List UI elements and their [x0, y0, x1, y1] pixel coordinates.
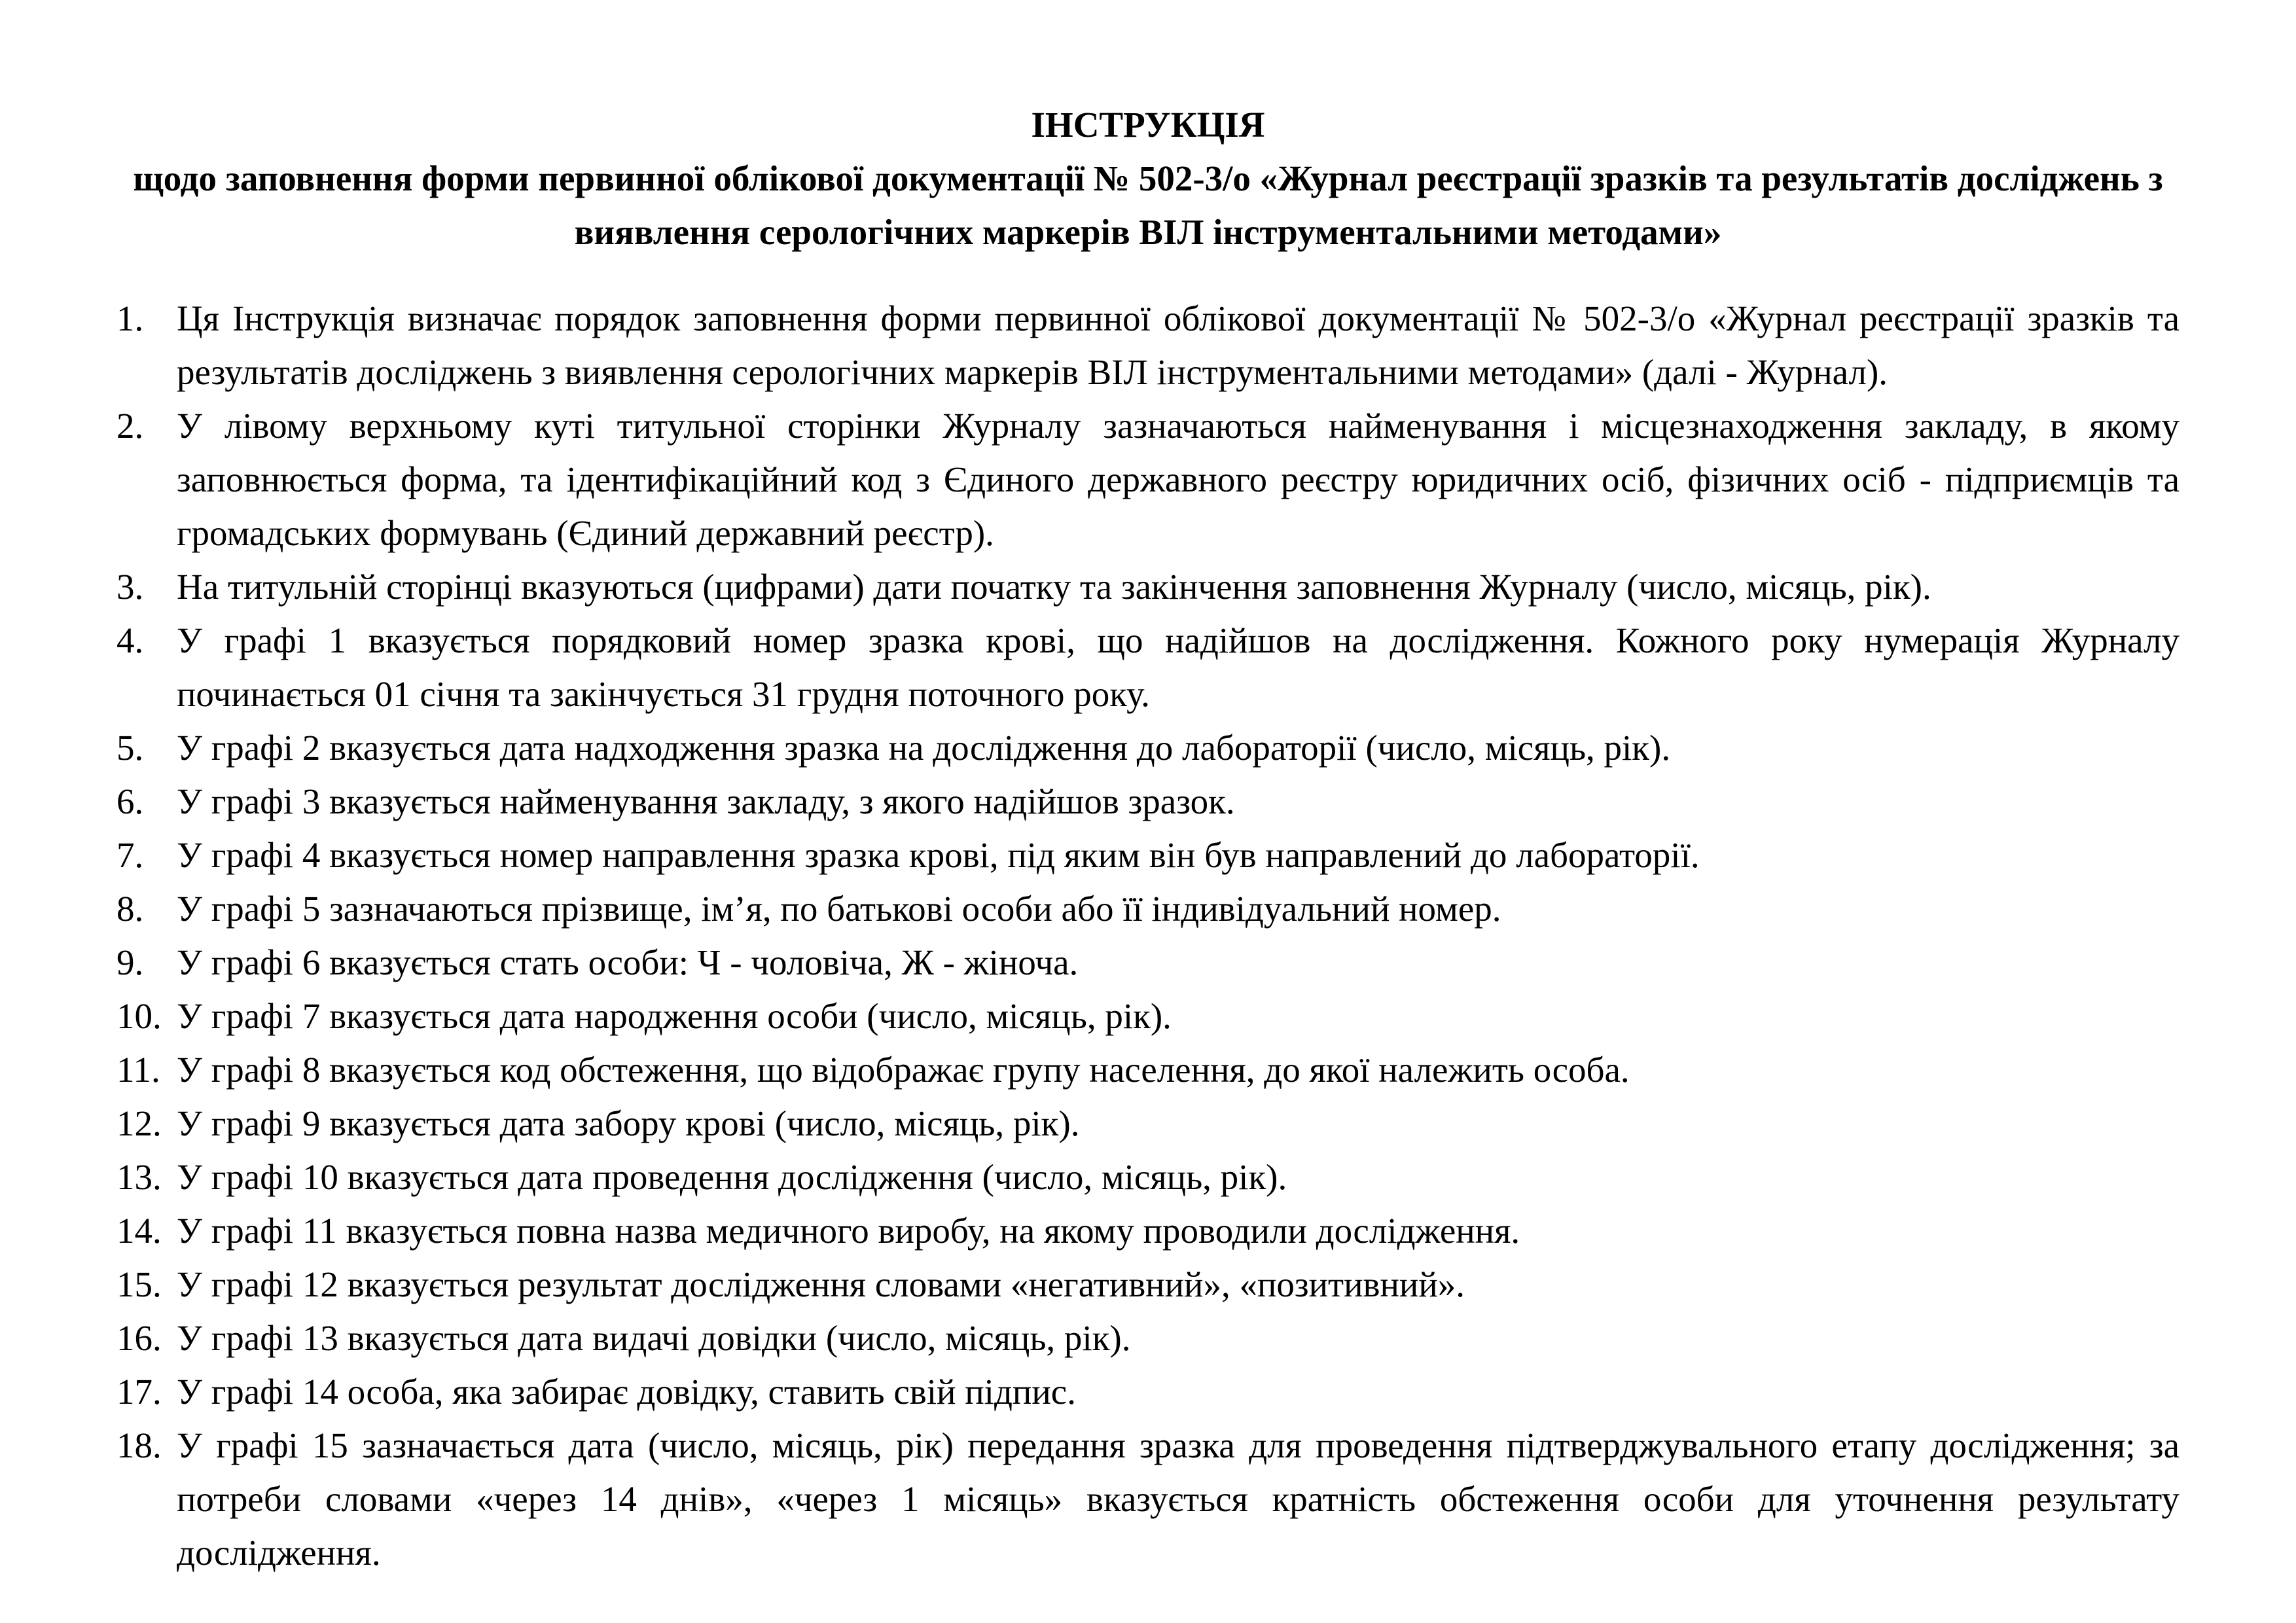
list-item-number: 9. — [117, 942, 144, 982]
list-item-number: 16. — [117, 1318, 162, 1358]
list-item-number: 14. — [117, 1211, 162, 1251]
list-item — [117, 614, 2179, 721]
list-item-text: У графі 8 вказується код обстеження, що відображає групу населення, до якої належить особа. — [177, 1050, 1630, 1090]
list-item-text: У графі 12 вказується результат дослідження словами «негативний», «позитивний». — [177, 1264, 1465, 1304]
list-item — [117, 990, 2179, 1043]
list-item-text: У графі 14 особа, яка забирає довідку, ставить свій підпис. — [177, 1372, 1076, 1412]
list-item-number: 6. — [117, 781, 144, 821]
list-item-text: У графі 7 вказується дата народження особи (число, місяць, рік). — [177, 996, 1172, 1036]
list-item — [117, 936, 2179, 990]
list-item-text: У лівому верхньому куті титульної сторінки Журналу зазначаються найменування і місцезнаходження закладу, в якому заповнюється форма, та ідентифікаційний код з Єдиного державного реєстру юридичних осіб, фізичних осіб - підприємців та громадських формувань (Єдиний державний реєстр). — [177, 406, 2179, 553]
list-item-text: У графі 5 зазначаються прізвище, ім’я, по батькові особи або її індивідуальний номер. — [177, 889, 1501, 929]
list-item — [117, 1150, 2179, 1204]
list-item — [117, 292, 2179, 399]
document-subtitle: щодо заповнення форми первинної облікової документації № 502-3/о «Журнал реєстрації зразків та результатів досліджень з виявлення серологічних маркерів ВІЛ інструментальними методами» — [133, 158, 2163, 252]
list-item-text: У графі 9 вказується дата забору крові (число, місяць, рік). — [177, 1103, 1080, 1143]
list-item — [117, 1258, 2179, 1311]
list-item-number: 8. — [117, 889, 144, 929]
list-item — [117, 1311, 2179, 1365]
list-item — [117, 560, 2179, 614]
list-item-text: У графі 6 вказується стать особи: Ч - чоловіча, Ж - жіноча. — [177, 942, 1079, 982]
list-item-text: У графі 10 вказується дата проведення дослідження (число, місяць, рік). — [177, 1157, 1287, 1197]
document-title: ІНСТРУКЦІЯ — [1031, 105, 1265, 145]
list-item — [117, 882, 2179, 936]
list-item-number: 15. — [117, 1264, 162, 1304]
list-item-number: 12. — [117, 1103, 162, 1143]
list-item — [117, 1043, 2179, 1097]
list-item-text: У графі 2 вказується дата надходження зразка на дослідження до лабораторії (число, місяць, рік). — [177, 728, 1671, 768]
list-item-number: 2. — [117, 406, 144, 446]
list-item — [117, 1204, 2179, 1258]
list-item — [117, 721, 2179, 775]
list-item-number: 1. — [117, 298, 144, 338]
list-item-number: 18. — [117, 1425, 162, 1465]
list-item — [117, 399, 2179, 560]
list-item-number: 3. — [117, 567, 144, 607]
list-item — [117, 1097, 2179, 1150]
list-item-number: 11. — [117, 1050, 160, 1090]
list-item-number: 5. — [117, 728, 144, 768]
list-item-number: 10. — [117, 996, 162, 1036]
list-item — [117, 829, 2179, 882]
list-item-text: На титульній сторінці вказуються (цифрами) дати початку та закінчення заповнення Журналу (число, місяць, рік). — [177, 567, 1931, 607]
list-item — [117, 775, 2179, 829]
list-item-text: У графі 15 зазначається дата (число, місяць, рік) передання зразка для проведення підтверджувального етапу дослідження; за потреби словами «через 14 днів», «через 1 місяць» вказується кратність обстеження особи для уточнення результату дослідження. — [177, 1425, 2179, 1573]
list-item-text: У графі 3 вказується найменування закладу, з якого надійшов зразок. — [177, 781, 1235, 821]
list-item-number: 4. — [117, 620, 144, 660]
list-item-text: Ця Інструкція визначає порядок заповнення форми первинної облікової документації № 502-3/о «Журнал реєстрації зразків та результатів досліджень з виявлення серологічних маркерів ВІЛ інструментальними методами» (далі - Журнал). — [177, 298, 2179, 392]
instruction-list — [117, 292, 2179, 1580]
list-item-text: У графі 1 вказується порядковий номер зразка крові, що надійшов на дослідження. Кожного року нумерація Журналу починається 01 січня та закінчується 31 грудня поточного року. — [177, 620, 2179, 714]
list-item — [117, 1365, 2179, 1419]
list-item-text: У графі 4 вказується номер направлення зразка крові, під яким він був направлений до лабораторії. — [177, 835, 1700, 875]
list-item-number: 13. — [117, 1157, 162, 1197]
list-item-text: У графі 13 вказується дата видачі довідки (число, місяць, рік). — [177, 1318, 1131, 1358]
list-item — [117, 1419, 2179, 1580]
list-item-text: У графі 11 вказується повна назва медичного виробу, на якому проводили дослідження. — [177, 1211, 1520, 1251]
list-item-number: 17. — [117, 1372, 162, 1412]
list-item-number: 7. — [117, 835, 144, 875]
